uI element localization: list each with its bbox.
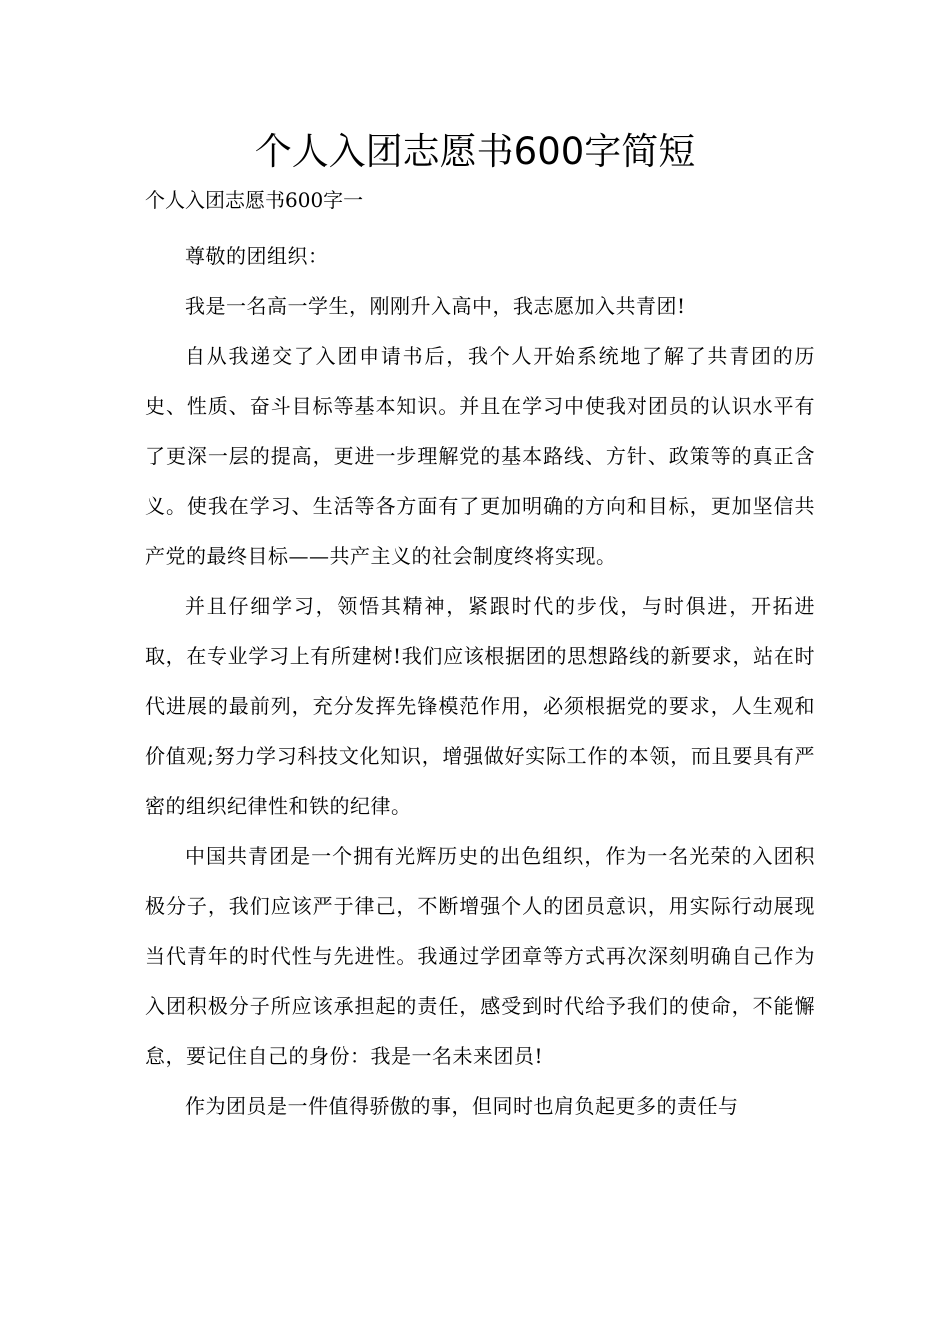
paragraph: 作为团员是一件值得骄傲的事，但同时也肩负起更多的责任与 xyxy=(185,1094,739,1118)
paragraph: 自从我递交了入团申请书后，我个人开始系统地了解了共青团的历史、性质、奋斗目标等基本知识。并且在学习中使我对团员的认识水平有了更深一层的提高，更进一步理解党的基本路线、方针、政策等的真正含义。使我在学习、生活等各方面有了更加明确的方向和目标，更加坚信共产党的最终目标——共产主义的社会制度终将实现。 xyxy=(145,344,815,568)
paragraph: 并且仔细学习，领悟其精神，紧跟时代的步伐，与时俱进，开拓进取，在专业学习上有所建树!我们应该根据团的思想路线的新要求，站在时代进展的最前列，充分发挥先锋模范作用，必须根据党的要求，人生观和价值观;努力学习科技文化知识，增强做好实际工作的本领，而且要具有严密的组织纪律性和铁的纪律。 xyxy=(145,594,815,818)
paragraph-intro: 我是一名高一学生，刚刚升入高中，我志愿加入共青团! xyxy=(185,294,686,318)
paragraph: 中国共青团是一个拥有光辉历史的出色组织，作为一名光荣的入团积极分子，我们应该严于律己，不断增强个人的团员意识，用实际行动展现当代青年的时代性与先进性。我通过学团章等方式再次深刻明确自己作为入团积极分子所应该承担起的责任，感受到时代给予我们的使命，不能懈怠，要记住自己的身份：我是一名未来团员! xyxy=(145,844,815,1068)
document-body xyxy=(145,231,815,1131)
document-title: 个人入团志愿书600字简短 xyxy=(254,130,696,173)
salutation: 尊敬的团组织： xyxy=(185,244,329,268)
section-heading: 个人入团志愿书600字一 xyxy=(145,188,364,212)
